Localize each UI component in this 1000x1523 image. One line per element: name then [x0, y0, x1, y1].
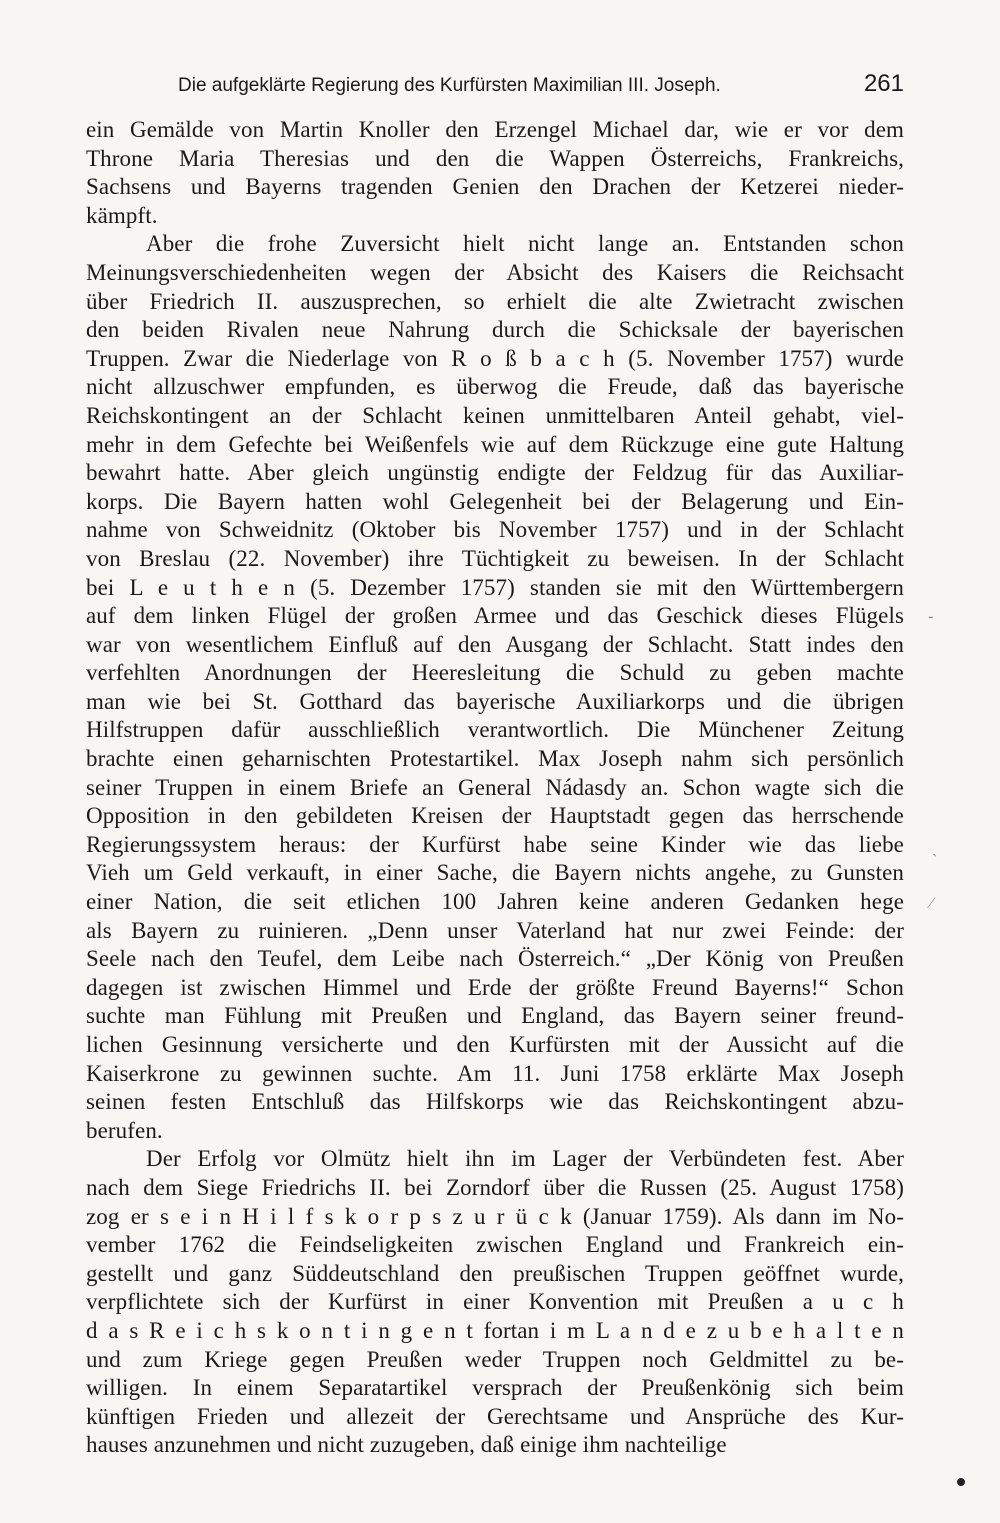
text-line: nach dem Siege Friedrichs II. bei Zorndorf über die Russen (25. August 1758)	[86, 1174, 904, 1200]
text-line: korps. Die Bayern hatten wohl Gelegenheit bei der Belagerung und Ein-	[86, 488, 904, 514]
text-line: Der Erfolg vor Olmütz hielt ihn im Lager der Verbündeten fest. Aber	[146, 1146, 904, 1172]
text-line: und zum Kriege gegen Preußen weder Truppen noch Geldmittel zu be-	[86, 1346, 904, 1372]
text-line: hauses anzunehmen und nicht zuzugeben, daß einige ihm nachteilige	[86, 1432, 727, 1458]
text-line: kämpft.	[86, 202, 158, 228]
text-line: brachte einen geharnischten Protestartikel. Max Joseph nahm sich persönlich	[86, 746, 904, 772]
text-line: gestellt und ganz Süddeutschland den preußischen Truppen geöffnet wurde,	[86, 1260, 904, 1286]
text-line: auf dem linken Flügel der großen Armee und das Geschick dieses Flügels	[86, 603, 904, 629]
margin-mark: ⁄	[930, 895, 933, 912]
text-line: Opposition in den gebildeten Kreisen der Hauptstadt gegen das herrschende	[86, 803, 904, 829]
text-line: verfehlten Anordnungen der Heeresleitung die Schuld zu geben machte	[86, 660, 904, 686]
text-line: willigen. In einem Separatartikel versprach der Preußenkönig sich beim	[86, 1375, 904, 1401]
text-line: Seele nach den Teufel, dem Leibe nach Österreich.“ „Der König von Preußen	[86, 946, 904, 972]
book-page	[86, 70, 904, 1460]
margin-mark: ‑	[928, 608, 934, 625]
text-line: ein Gemälde von Martin Knoller den Erzengel Michael dar, wie er vor dem	[86, 117, 904, 142]
text-line: über Friedrich II. auszusprechen, so erhielt die alte Zwietracht zwischen	[86, 288, 904, 314]
text-line: von Breslau (22. November) ihre Tüchtigkeit zu beweisen. In der Schlacht	[86, 545, 904, 571]
text-line: lichen Gesinnung versicherte und den Kurfürsten mit der Aussicht auf die	[86, 1032, 904, 1057]
text-line: Vieh um Geld verkauft, in einer Sache, die Bayern nichts angehe, zu Gunsten	[86, 860, 904, 886]
text-line: nicht allzuschwer empfunden, es überwog die Freude, daß das bayerische	[86, 374, 904, 400]
page-number: 261	[863, 70, 904, 97]
text-line: Kaiserkrone zu gewinnen suchte. Am 11. Juni 1758 erklärte Max Joseph	[86, 1060, 904, 1086]
text-line: mehr in dem Gefechte bei Weißenfels wie auf dem Rückzuge eine gute Haltung	[86, 431, 904, 457]
text-line: Truppen. Zwar die Niederlage von R o ß b a c h (5. November 1757) wurde	[86, 345, 904, 371]
text-line: Throne Maria Theresias und den die Wappen Österreichs, Frankreichs,	[86, 145, 904, 171]
text-line: Aber die frohe Zuversicht hielt nicht lange an. Entstanden schon	[146, 231, 904, 257]
margin-mark: `	[932, 852, 938, 869]
paragraph	[86, 1145, 904, 1460]
text-line: verpflichtete sich der Kurfürst in einer Konvention mit Preußen a u c h	[86, 1289, 904, 1315]
text-line: bei L e u t h e n (5. Dezember 1757) standen sie mit den Württembergern	[86, 574, 904, 600]
paragraph	[86, 230, 904, 1145]
text-line: Regierungssystem heraus: der Kurfürst habe seine Kinder wie das liebe	[86, 831, 904, 857]
text-line: berufen.	[86, 1117, 163, 1143]
text-line: Hilfstruppen dafür ausschließlich verantwortlich. Die Münchener Zeitung	[86, 717, 904, 743]
text-line: seiner Truppen in einem Briefe an General Nádasdy an. Schon wagte sich die	[86, 774, 904, 800]
text-line: suchte man Fühlung mit Preußen und England, das Bayern seiner freund-	[86, 1003, 904, 1029]
body-text	[86, 116, 904, 1460]
running-header	[86, 70, 904, 116]
running-title: Die aufgeklärte Regierung des Kurfürsten Maximilian III. Joseph.	[178, 75, 721, 96]
text-line: als Bayern zu ruinieren. „Denn unser Vaterland hat nur zwei Feinde: der	[86, 917, 904, 943]
text-line: man wie bei St. Gotthard das bayerische Auxiliarkorps und die übrigen	[86, 688, 904, 714]
text-line: Reichskontingent an der Schlacht keinen unmittelbaren Anteil gehabt, viel-	[86, 402, 904, 428]
text-line: Meinungsverschiedenheiten wegen der Absicht des Kaisers die Reichsacht	[86, 259, 904, 285]
text-line: d a s R e i c h s k o n t i n g e n t fortan i m L a n d e z u b e h a l t e n	[86, 1317, 904, 1343]
text-line: einer Nation, die seit etlichen 100 Jahren keine anderen Gedanken hege	[86, 889, 904, 915]
paragraph	[86, 116, 904, 230]
text-line: künftigen Frieden und allezeit der Gerechtsame und Ansprüche des Kur-	[86, 1403, 904, 1429]
text-line: vember 1762 die Feindseligkeiten zwischen England und Frankreich ein-	[86, 1232, 904, 1258]
text-line: dagegen ist zwischen Himmel und Erde der größte Freund Bayerns!“ Schon	[86, 974, 904, 1000]
text-line: zog er s e i n H i l f s k o r p s z u r ü c k (Januar 1759). Als dann im No-	[86, 1203, 904, 1229]
text-line: war von wesentlichem Einfluß auf den Ausgang der Schlacht. Statt indes den	[86, 631, 904, 657]
text-line: Sachsens und Bayerns tragenden Genien den Drachen der Ketzerei nieder-	[86, 174, 904, 200]
text-line: nahme von Schweidnitz (Oktober bis November 1757) und in der Schlacht	[86, 517, 904, 543]
text-line: den beiden Rivalen neue Nahrung durch die Schicksale der bayerischen	[86, 317, 904, 343]
margin-dot	[957, 1478, 965, 1486]
text-line: bewahrt hatte. Aber gleich ungünstig endigte der Feldzug für das Auxiliar-	[86, 460, 904, 486]
text-line: seinen festen Entschluß das Hilfskorps wie das Reichskontingent abzu-	[86, 1089, 904, 1115]
